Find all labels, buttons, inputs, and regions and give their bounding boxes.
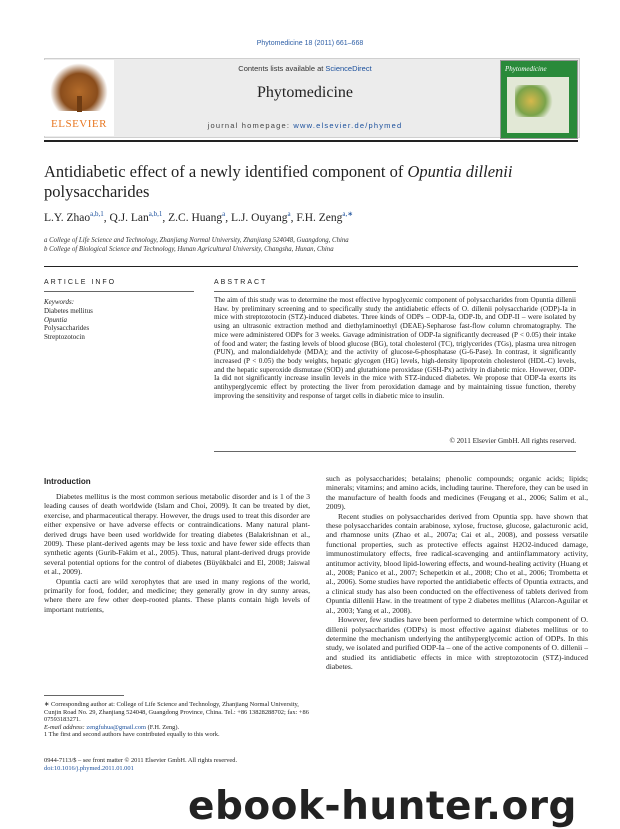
keyword: Streptozotocin — [44, 333, 85, 342]
sciencedirect-link[interactable]: ScienceDirect — [325, 64, 372, 73]
author: L.Y. Zhao — [44, 211, 91, 224]
keyword: Polysaccharides — [44, 324, 90, 333]
copyright-notice: © 2011 Elsevier GmbH. All rights reserved. — [449, 437, 576, 445]
title-part-2: polysaccharides — [44, 182, 150, 201]
footnote-rule — [44, 695, 124, 696]
abstract-bottom-rule — [214, 451, 576, 452]
author-affiliation-ref[interactable]: a — [287, 210, 291, 218]
author-affiliation-ref[interactable]: a — [222, 210, 226, 218]
watermark-text: ebook-hunter.org — [188, 784, 577, 829]
cover-title: Phytomedicine — [505, 65, 547, 73]
intro-right-column — [326, 474, 588, 672]
journal-cover-thumbnail[interactable] — [500, 60, 578, 139]
abstract-rule — [214, 291, 576, 292]
corresponding-author-note: ∗ Corresponding author at: College of Life Science and Technology, Zhanjiang Normal University, Cunjin Road No. 29, Zhanjiang 524048, Guangdong Province, China. Tel.: +86 13828288702; fax: +86 07593183271. — [44, 701, 309, 724]
homepage-link[interactable]: www.elsevier.de/phymed — [293, 121, 403, 130]
section-divider — [44, 266, 578, 267]
contents-prefix: Contents lists available at — [238, 64, 326, 73]
author-list: L.Y. Zhao$^{a,b,1}$, Q.J. Lan$^{a,b,1}$, Z.C. Huang$^a$, L.J. Ouyang$^a$, F.H. Zeng$^{a,∗}$ — [44, 210, 354, 224]
publisher-name: ELSEVIER — [51, 118, 107, 130]
introduction-heading: Introduction — [44, 477, 91, 486]
intro-left-column — [44, 492, 310, 614]
author: Q.J. Lan — [109, 211, 149, 224]
homepage-prefix: journal homepage: — [207, 121, 294, 130]
article-info-heading: ARTICLE INFO — [44, 279, 117, 286]
paragraph: Diabetes mellitus is the most common serious metabolic disorder and is 1 of the 3 leading causes of death worldwide (Islam and Choi, 2009). It can be treated by diet, exercise, and pharmaceutical therapy. However, the drugs used to treat this disorder are either expensive or have adverse effects or contraindications. Many natural plant-derived drugs have been used worldwide for treating diabetes (Balakrishnan et al., 2009). These plant-derived agents may be less toxic and have fewer side effects than synthetic agents (Gurib-Fakim et al., 2005). Thus, natural plant-derived drugs provide several potential options for the control of diabetes (Büyükbalci and El, 2008; Jaiswal et al., 2009). — [44, 492, 310, 577]
header-divider — [44, 140, 578, 142]
journal-homepage — [120, 121, 490, 130]
author: Z.C. Huang — [168, 211, 223, 224]
title-species: Opuntia dillenii — [407, 162, 513, 181]
contents-line — [120, 64, 490, 73]
article-info-rule — [44, 291, 194, 292]
abstract-heading: ABSTRACT — [214, 279, 268, 286]
author: F.H. Zeng — [296, 211, 343, 224]
affiliation-a: a College of Life Science and Technology, Zhanjiang Normal University, Zhanjiang 524048, Guangdong, China — [44, 237, 349, 244]
journal-title: Phytomedicine — [257, 84, 353, 101]
article-title — [44, 162, 554, 202]
journal-citation[interactable]: Phytomedicine 18 (2011) 661–668 — [256, 40, 364, 47]
abstract-text: The aim of this study was to determine the most effective hypoglycemic component of polysaccharides from Opuntia dillenii Haw. by preliminary screening and to specifically study the antidiabetic effects of O. dillenii polysaccharide (ODP)-Ia in mice with streptozotocin (STZ)-induced diabetes. Three kinds of ODPs – ODP-Ia, ODP-Ib, and ODP-II – were isolated by using an ultrasonic extraction method and diethylaminoethyl (DEAE)-Sepharose fast-flow column chromatography. The mice were administered ODPs for 3 weeks. Gavage administration of ODP-Ia significantly decreased (P < 0.05) their intake of food and water; the fasting levels of blood glucose (BG), total cholesterol (TC), triglycerides (TGs), plasma urea nitrogen (PUN), and malondialdehyde (MDA); and the activity of glucose-6-phosphatase (G-6-Pase). In contrast, it significantly increased (P < 0.05) the body weights, hepatic glycogen (HG) levels, high-density lipoprotein cholesterol (HDL-C) levels, and the hepatic superoxide dismutase (SOD) and glutathione peroxidase (GSH-Px) activity in diabetic mice. However, ODP-Ia did not significantly increase insulin levels in the mice with STZ-induced diabetes. We propose that ODP-Ia exerts its antihyperglycemic effect by protecting the liver from peroxidation damage and by maintaining tissue function, thereby improving the sensitivity and response of target cells in diabetic mice to insulin. — [214, 296, 576, 400]
footnotes — [44, 701, 314, 739]
email-suffix: (F.H. Zeng). — [146, 723, 180, 731]
affiliation-b: b College of Biological Science and Technology, Hunan Agricultural University, Changsha, Hunan, China — [44, 246, 334, 253]
elsevier-tree-trunk — [77, 96, 82, 112]
keyword: Opuntia — [44, 315, 67, 324]
paragraph: However, few studies have been performed to determine which component of O. dillenii polysaccharides (ODPs) is most effective against diabetes mellitus or to determine the mechanism underlying the antihyperglycemic action of ODPs. In this study, we isolated and purified ODP-Ia – one of the active components of O. dillenii – and studied its antidiabetic effects in mice with streptozotocin (STZ)-induced diabetes. — [326, 615, 588, 672]
paragraph: Recent studies on polysaccharides derived from Opuntia spp. have shown that these polysaccharides contain arabinose, xylose, fructose, glucose, galacturonic acid, and rhamnose units (Zhao et al., 2007a; Cai et al., 2008), and possess versatile functional properties, such as protective effects against H2O2-induced damage, immunostimulatory effects, free radical-scavenging and antiinflammatory activity, antitumor activity, blood lipid-lowering effects, and wound-healing activity (Huang et al., 2008; Panico et al., 2007; Schepetkin et al., 2008; Cho et al., 2006; Trombetta et al., 2006). Some studies have reported the antidiabetic effects of Opuntia extracts, and a clinical study has also been conducted on the effectiveness of tablets derived from Opuntia dillenii Haw. in the treatment of type 2 diabetes mellitus (Alarcon-Aguilar et al., 2003; Yang et al., 2008). — [326, 511, 588, 615]
author-affiliation-ref[interactable]: a,b,1 — [90, 210, 104, 218]
issn-line: 0944-7113/$ – see front matter © 2011 Elsevier GmbH. All rights reserved. — [44, 757, 238, 764]
author-affiliation-ref[interactable]: a,∗ — [342, 210, 354, 218]
equal-contribution-note: 1 The first and second authors have contributed equally to this work. — [44, 731, 220, 739]
author: L.J. Ouyang — [230, 211, 288, 224]
keyword: Diabetes mellitus — [44, 306, 93, 315]
keywords-block — [44, 298, 194, 342]
title-part-1: Antidiabetic effect of a newly identified component of — [44, 162, 408, 181]
front-matter — [44, 757, 344, 773]
paragraph: Opuntia cacti are wild xerophytes that are used in many regions of the world, primarily for food, fodder, and medicine; they generally grow in dry sunny areas, where there are few other deep-rooted plants. These plants contain high levels of important nutrients, — [44, 576, 310, 614]
paragraph: such as polysaccharides; betalains; phenolic compounds; organic acids; lipids; minerals; vitamins; and amino acids, including taurine. Therefore, they can be used in the manufacture of health foods and medicines (Feugang et al., 2006; Salim et al., 2009). — [326, 474, 588, 512]
email-link[interactable]: zengfuhua@gmail.com — [86, 723, 147, 731]
email-note — [44, 724, 314, 732]
keywords-label: Keywords: — [44, 298, 75, 306]
doi-link[interactable]: doi:10.1016/j.phymed.2011.01.001 — [44, 765, 134, 772]
cover-image — [507, 77, 569, 133]
email-label: E-mail address: — [44, 723, 87, 731]
author-affiliation-ref[interactable]: a,b,1 — [148, 210, 163, 218]
